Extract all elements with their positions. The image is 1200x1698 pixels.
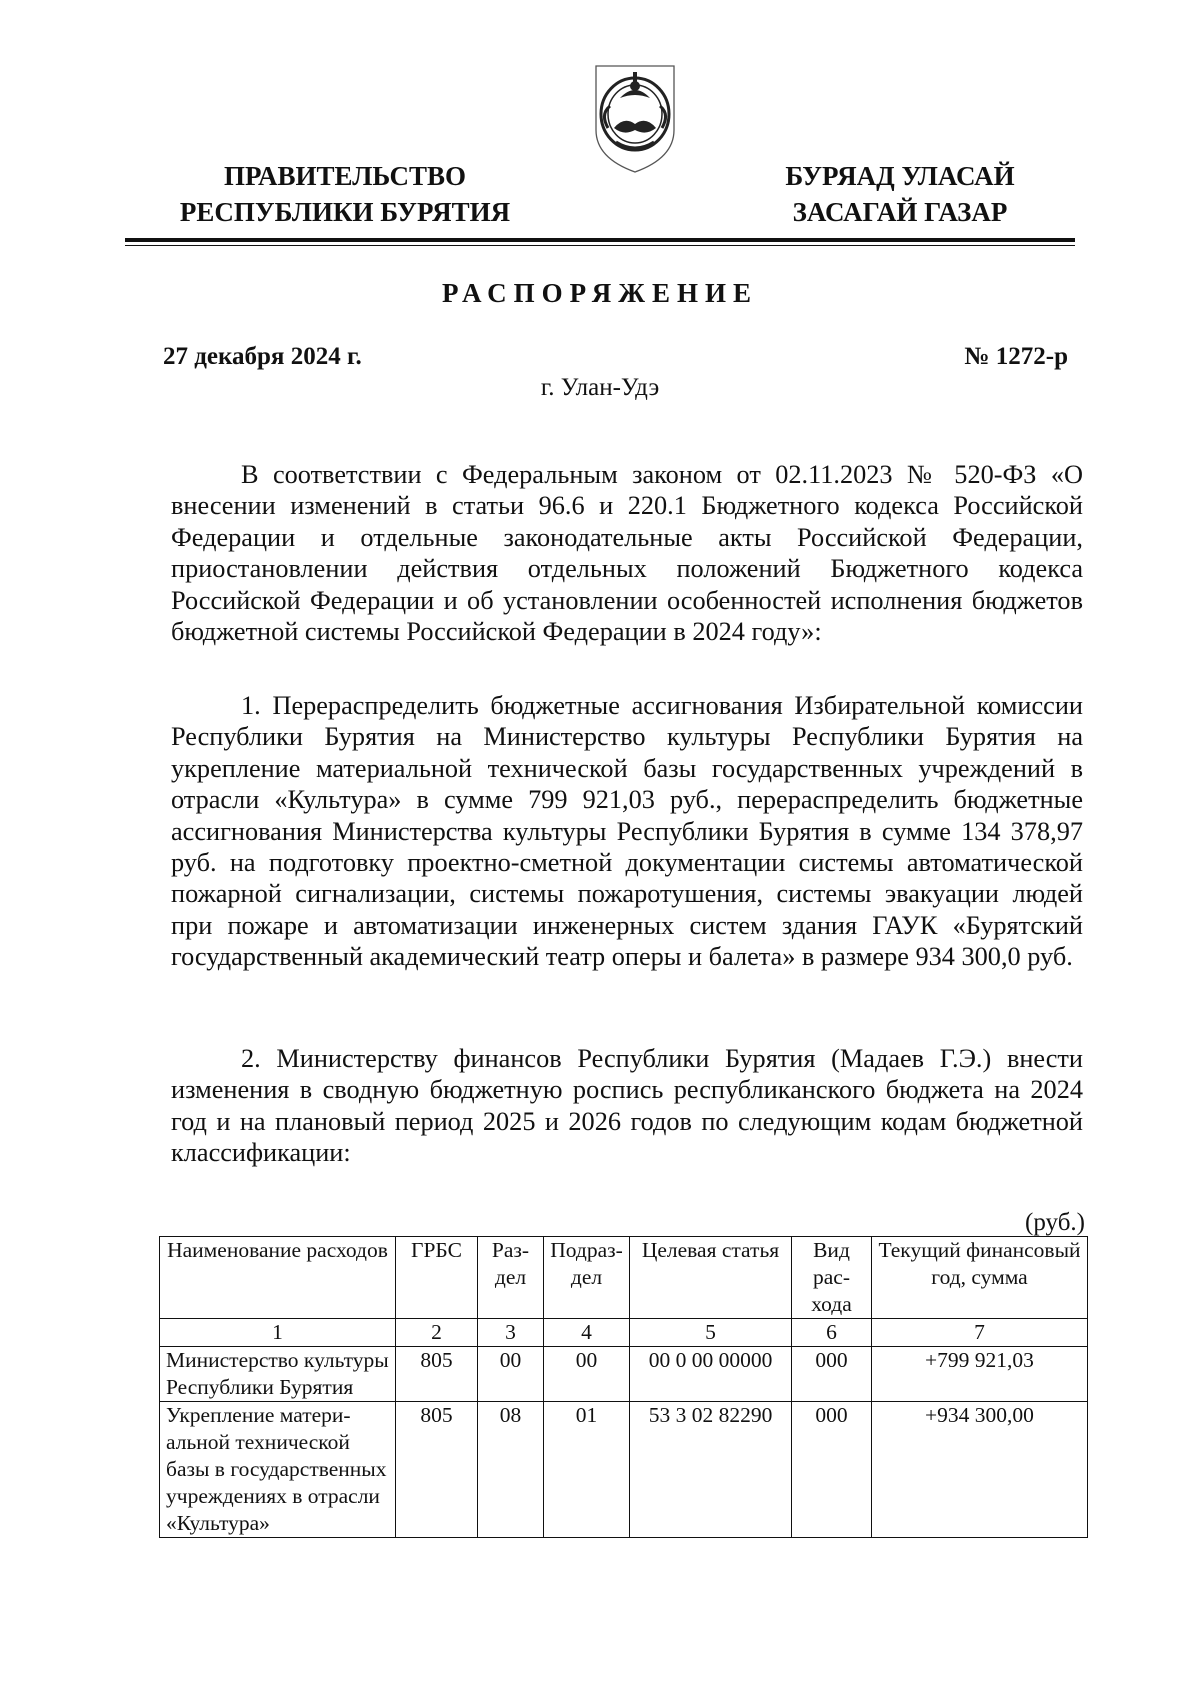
document-city: г. Улан-Удэ	[540, 374, 660, 401]
index-cell: 4	[544, 1319, 630, 1347]
col-header-name: Наименование расходов	[160, 1237, 396, 1319]
table-header-row	[160, 1237, 1088, 1319]
col-header-target: Целевая статья	[630, 1237, 792, 1319]
col-header-razdel: Раздел	[478, 1237, 544, 1319]
index-cell: 1	[160, 1319, 396, 1347]
index-cell: 5	[630, 1319, 792, 1347]
document-date: 27 декабря 2024 г.	[163, 343, 362, 370]
budget-table	[159, 1236, 1088, 1538]
col-header-grbs: ГРБС	[396, 1237, 478, 1319]
table-row	[160, 1347, 1088, 1402]
index-cell: 6	[792, 1319, 872, 1347]
org-name-buryat-line1: БУРЯАД УЛАСАЙ	[785, 161, 1015, 191]
header-divider-thick	[125, 238, 1075, 242]
org-name-russian-line1: ПРАВИТЕЛЬСТВО	[223, 161, 467, 191]
document-type-title: РАСПОРЯЖЕНИЕ	[441, 278, 759, 308]
cell-sum: +799 921,03	[872, 1347, 1088, 1402]
preamble-paragraph: В соответствии с Федеральным законом от 02.11.2023 № 520-ФЗ «О внесении изменений в статьи 96.6 и 220.1 Бюджетного кодекса Российской Федерации и отдельные законодательные акты Российской Федерации, приостановлении действия отдельных положений Бюджетного кодекса Российской Федерации и об установлении особенностей исполнения бюджетов бюджетной системы Российской Федерации в 2024 году»:	[171, 460, 1083, 647]
cell-razdel: 08	[478, 1402, 544, 1538]
col-header-podrazdel: Подраздел	[544, 1237, 630, 1319]
item-2-paragraph: 2. Министерству финансов Республики Бурятия (Мадаев Г.Э.) внести изменения в сводную бюджетную роспись республиканского бюджета на 2024 год и на плановый период 2025 и 2026 годов по следующим кодам бюджетной классификации:	[171, 1044, 1083, 1168]
org-name-buryat-line2: ЗАСАГАЙ ГАЗАР	[792, 197, 1008, 227]
buryatia-emblem-icon	[590, 58, 680, 176]
table-index-row	[160, 1319, 1088, 1347]
org-name-russian-line2: РЕСПУБЛИКИ БУРЯТИЯ	[179, 197, 511, 227]
table-row	[160, 1402, 1088, 1538]
col-header-vid: Вид расхода	[792, 1237, 872, 1319]
index-cell: 2	[396, 1319, 478, 1347]
cell-vid: 000	[792, 1347, 872, 1402]
cell-podrazdel: 01	[544, 1402, 630, 1538]
table-unit-label: (руб.)	[1025, 1209, 1085, 1236]
cell-vid: 000	[792, 1402, 872, 1538]
item-1-paragraph: 1. Перераспределить бюджетные ассигнования Избирательной комиссии Республики Бурятия на Министерство культуры Республики Бурятия на укрепление материальной технической базы государственных учреждений в отрасли «Культура» в сумме 799 921,03 руб., перераспределить бюджетные ассигнования Министерства культуры Республики Бурятия в сумме 134 378,97 руб. на подготовку проектно-сметной документации системы автоматической пожарной сигнализации, системы пожаротушения, системы эвакуации людей при пожаре и автоматизации инженерных систем здания ГАУК «Бурятский государственный академический театр оперы и балета» в размере 934 300,0 руб.	[171, 691, 1083, 972]
index-cell: 3	[478, 1319, 544, 1347]
org-name-buryat	[735, 158, 1065, 230]
cell-name: Укрепление материальной технической базы в государственных учреждениях в отрасли «Культура»	[160, 1402, 396, 1538]
document-number: № 1272-р	[964, 343, 1068, 370]
cell-name: Министерство культуры Республики Бурятия	[160, 1347, 396, 1402]
cell-grbs: 805	[396, 1347, 478, 1402]
cell-podrazdel: 00	[544, 1347, 630, 1402]
cell-razdel: 00	[478, 1347, 544, 1402]
cell-sum: +934 300,00	[872, 1402, 1088, 1538]
index-cell: 7	[872, 1319, 1088, 1347]
cell-grbs: 805	[396, 1402, 478, 1538]
org-name-russian	[155, 158, 535, 230]
cell-target: 53 3 02 82290	[630, 1402, 792, 1538]
header-divider-thin	[125, 245, 1075, 246]
col-header-sum: Текущий финансовый год, сумма	[872, 1237, 1088, 1319]
cell-target: 00 0 00 00000	[630, 1347, 792, 1402]
